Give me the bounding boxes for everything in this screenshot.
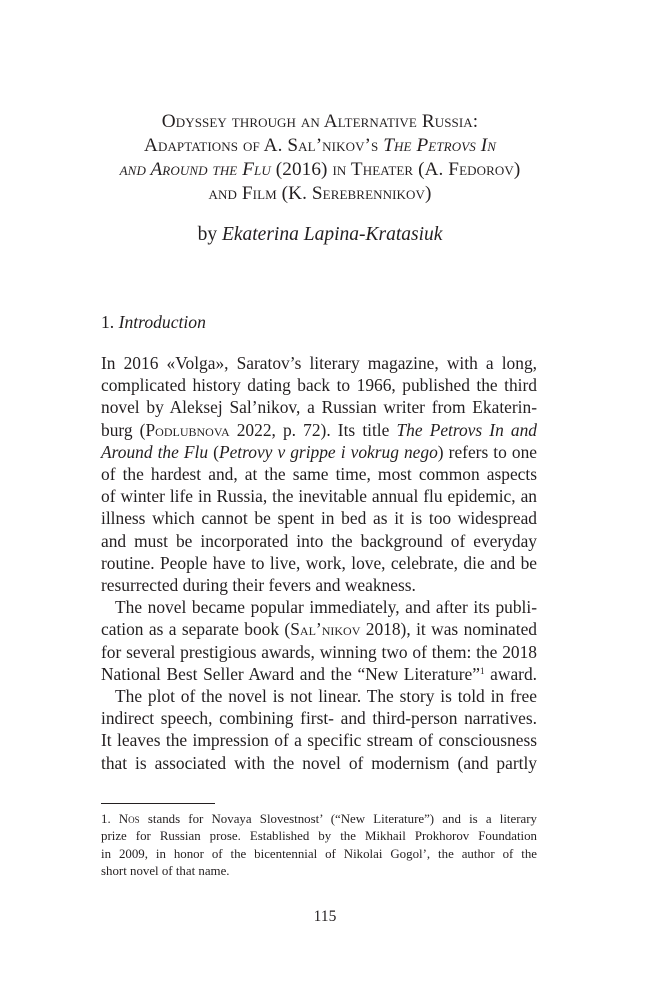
footnote-line: short novel of that name. (101, 863, 230, 878)
text-line: that is associated with the novel of modernism (and partly (101, 752, 537, 773)
footnote-marker[interactable]: 1 (480, 665, 485, 676)
footnote-line: prize for Russian prose. Established by the Mikhail Prokhorov Foundation (101, 829, 537, 844)
paragraph (101, 685, 537, 774)
text-run: 2018), it was nominated (360, 619, 537, 640)
chapter-title (100, 110, 540, 206)
footnote-line: in 2009, in honor of the bicentennial of Nikolai Gogol’, the author of the (101, 846, 537, 861)
title-text: Odyssey through an Alternative Russia: (161, 111, 479, 132)
section-heading (101, 311, 206, 333)
text-run: award. (484, 663, 537, 684)
text-run: ) refers to one (437, 441, 538, 462)
text-line (101, 441, 537, 463)
title-line (100, 110, 540, 134)
footnote-divider (101, 803, 215, 804)
title-year: (2016) (270, 159, 333, 180)
text-run: stands for Novaya Slovestnost’ (“New Literature”) and is a literary (139, 812, 537, 826)
text-line: The novel became popular immediately, and after its publi- (115, 597, 537, 618)
body-text (101, 352, 537, 774)
footnote (101, 811, 537, 880)
citation-author: Sal’nikov (290, 619, 361, 640)
section-number: 1. (101, 312, 119, 332)
text-line (101, 618, 537, 640)
text-run: cation as a separate book ( (101, 619, 291, 640)
section-title: Introduction (118, 312, 206, 332)
author-byline (100, 223, 540, 247)
title-line (100, 182, 540, 206)
text-line (101, 419, 537, 441)
footnote-number: 1. (101, 812, 119, 826)
title-work-name: and Around the Flu (119, 159, 271, 180)
text-run: burg ( (101, 419, 146, 440)
text-line: of the hardest and, at the same time, most common aspects (101, 464, 537, 485)
title-text: and Film (K. Serebrennikov) (208, 183, 432, 204)
page-number: 115 (313, 908, 337, 925)
text-line: It leaves the impression of a specific stream of consciousness (101, 730, 537, 751)
work-title: The Petrovs In and (396, 419, 537, 440)
byline-prefix: by (197, 224, 222, 245)
text-line: The plot of the novel is not linear. The story is told in free (115, 686, 537, 707)
text-run: 2022, p. 72). Its title (229, 419, 397, 440)
text-line: indirect speech, combining first- and third-person narratives. (101, 708, 537, 729)
work-title-original: Petrovy v grippe i vokrug nego (218, 441, 438, 462)
title-text: Adaptations of A. Sal’nikov’s (144, 135, 384, 156)
text-line: In 2016 «Volga», Saratov’s literary magazine, with a long, (101, 353, 537, 373)
text-line: illness which cannot be spent in bed as it is too widespread (101, 508, 537, 529)
title-line (100, 134, 540, 158)
text-run: National Best Seller Award and the “New Literature” (101, 663, 480, 684)
title-line (100, 158, 540, 182)
footnote-term: Nos (118, 812, 140, 826)
text-line: resurrected during their fevers and weakness. (101, 575, 416, 596)
work-title: Around the Flu (101, 441, 209, 462)
paragraph (101, 596, 537, 685)
text-line: routine. People have to live, work, love, celebrate, die and be (101, 552, 537, 573)
text-line: of winter life in Russia, the inevitable annual flu epidemic, an (101, 486, 537, 507)
title-work-name: The Petrovs In (383, 135, 496, 156)
author-name: Ekaterina Lapina-Kratasiuk (221, 224, 443, 245)
text-line (101, 663, 537, 685)
text-line: for several prestigious awards, winning two of them: the 2018 (101, 641, 537, 662)
text-line: and must be incorporated into the background of everyday (101, 530, 537, 551)
text-line: complicated history dating back to 1966, published the third (101, 375, 537, 396)
text-line: novel by Aleksej Sal’nikov, a Russian writer from Ekaterin- (101, 397, 537, 418)
title-text: in Theater (A. Fedorov) (332, 159, 521, 180)
text-run: ( (208, 441, 219, 462)
citation-author: Podlubnova (145, 419, 230, 440)
footnote-line (101, 811, 537, 828)
paragraph (101, 352, 537, 596)
